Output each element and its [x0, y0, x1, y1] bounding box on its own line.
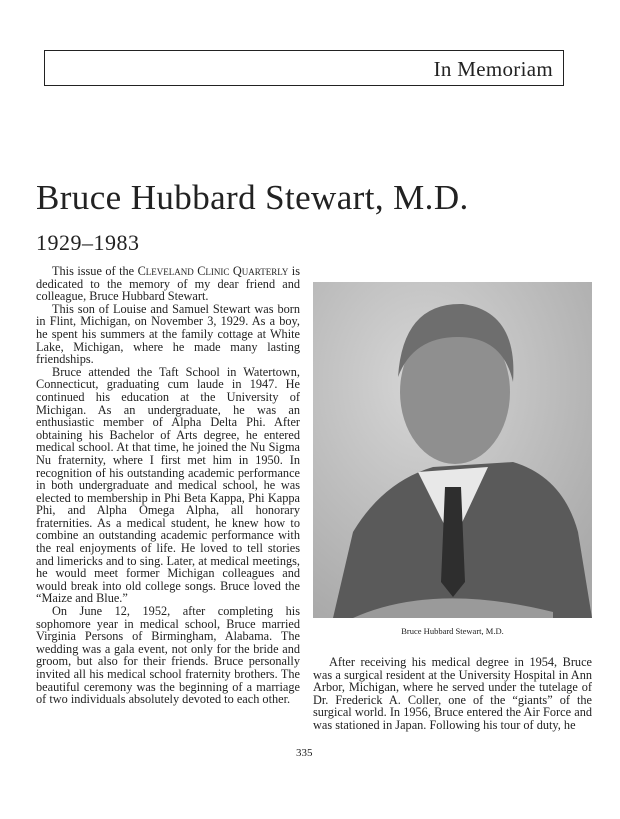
right-column [313, 656, 592, 732]
paragraph [36, 265, 300, 303]
article-title: Bruce Hubbard Stewart, M.D. [36, 178, 469, 217]
portrait-photo [313, 282, 592, 618]
paragraph: On June 12, 1952, after completing his sophomore year in medical school, Bruce married Virginia Persons of Birmingham, Alabama. The wedding was a gala event, not only for the bride and groom, but also for their friends. Bruce personally invited all his medical school fraternity brothers. The beautiful ceremony was the beginning of a marriage of two individuals absolutely devoted to each other. [36, 604, 300, 707]
paragraph: Bruce attended the Taft School in Watertown, Connecticut, graduating cum laude in 1947. He continued his education at the University of Michigan. As an undergraduate, he was an enthusiastic member of Alpha Delta Phi. After obtaining his Bachelor of Arts degree, he entered medical school. At that time, he joined the Nu Sigma Nu fraternity, where I first met him in 1950. In recognition of his outstanding academic performance in both undergraduate and medical school, he was elected to membership in Phi Beta Kappa, Phi Kappa Phi, and Alpha Omega Alpha, all honorary fraternities. As a medical student, he knew how to combine an outstanding academic performance with the real enjoyments of life. He loved to tell stories and limericks and to sing. Later, at medical meetings, he would meet former Michigan colleagues and would break into old college songs. Bruce loved the “Maize and Blue.” [36, 364, 300, 606]
section-header-box [44, 50, 564, 86]
paragraph: This son of Louise and Samuel Stewart was born in Flint, Michigan, on November 3, 1929. As a boy, he spent his summers at the family cottage at White Lake, Michigan, where he made many lasting friendships. [36, 301, 300, 367]
article-years: 1929–1983 [36, 230, 140, 255]
photo-caption: Bruce Hubbard Stewart, M.D. [401, 626, 504, 636]
page-number: 335 [296, 747, 313, 759]
journal-name: Cleveland Clinic Quarterly [137, 264, 289, 278]
section-title: In Memoriam [433, 57, 553, 81]
paragraph: After receiving his medical degree in 1954, Bruce was a surgical resident at the University Hospital in Ann Arbor, Michigan, where he served under the tutelage of Dr. Frederick A. Coller, one of the “giants” of the surgical world. In 1956, Bruce entered the Air Force and was stationed in Japan. Following his tour of duty, he [313, 655, 592, 732]
left-column [36, 265, 300, 706]
text: This issue of the [52, 264, 138, 278]
text: is dedicated to the memory of my dear friend and colleague, Bruce Hubbard Stewart. [36, 264, 300, 304]
